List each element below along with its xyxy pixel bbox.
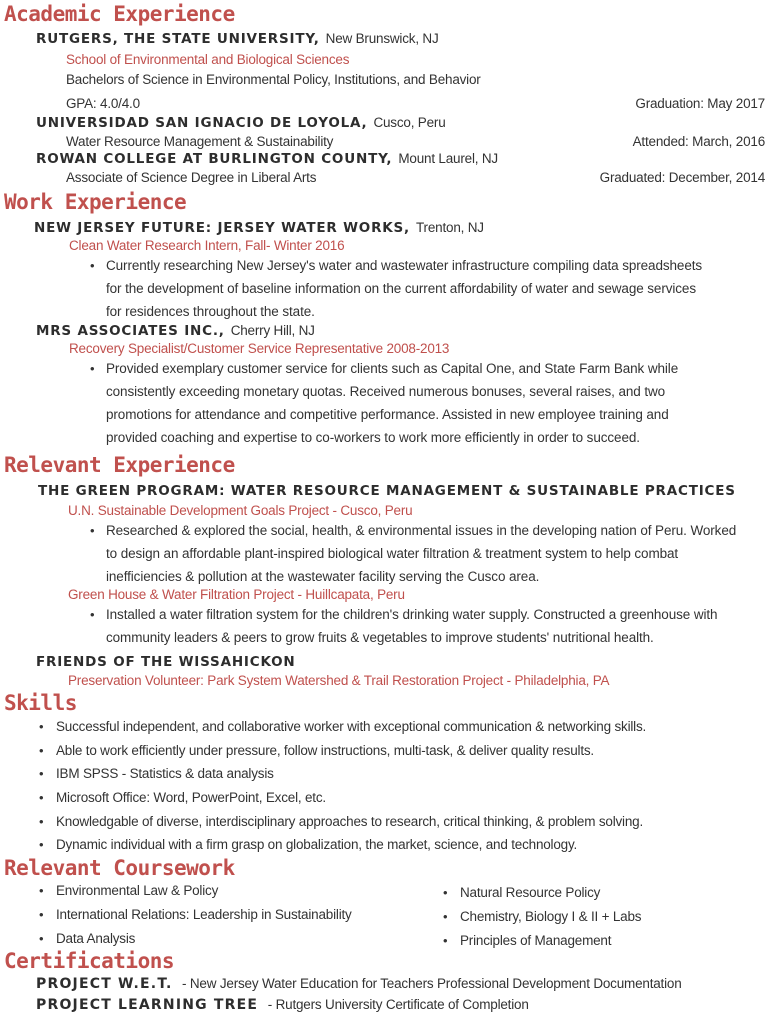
org-location: Mount Laurel, NJ: [398, 151, 498, 166]
skill-item: • Knowledgable of diverse, interdisciplinary approaches to research, critical thinking, & problem solving.: [56, 814, 643, 829]
org-name: THE GREEN PROGRAM: WATER RESOURCE MANAGEMENT & SUSTAINABLE PRACTICES: [38, 483, 736, 499]
bullet-line: consistently exceeding monetary quotas. Received numerous bonuses, several raises, and two: [106, 384, 666, 399]
org-name: ROWAN COLLEGE AT BURLINGTON COUNTY,: [36, 151, 393, 167]
project-title: Green House & Water Filtration Project - Huillcapata, Peru: [68, 587, 405, 602]
course-item: • Environmental Law & Policy: [56, 883, 218, 898]
degree: Bachelors of Science in Environmental Policy, Institutions, and Behavior: [66, 72, 481, 87]
bullet-line: Installed a water filtration system for the children's drinking water supply. Constructed a greenhouse with: [106, 607, 718, 622]
bullet-line: Researched & explored the social, health, & environmental issues in the developing nation of Peru. Worked: [106, 523, 737, 538]
org-name: UNIVERSIDAD SAN IGNACIO DE LOYOLA,: [36, 115, 368, 131]
org-name: FRIENDS OF THE WISSAHICKON: [36, 654, 296, 670]
tgp-header: [38, 483, 736, 499]
section-title-skills: Skills: [4, 691, 77, 715]
section-title-academic: Academic Experience: [4, 2, 235, 26]
fow-header: [36, 654, 295, 670]
degree: Associate of Science Degree in Liberal Arts: [66, 170, 317, 185]
role-title: Clean Water Research Intern, Fall- Winter 2016: [69, 238, 345, 253]
skill-item: • Successful independent, and collaborative worker with exceptional communication & networking skills.: [56, 719, 646, 734]
course-item: • Principles of Management: [460, 933, 611, 948]
course-item: • Natural Resource Policy: [460, 885, 600, 900]
bullet-line: for the development of baseline information on the current affordability of water and sewage services: [106, 281, 696, 296]
cert-desc: - Rutgers University Certificate of Completion: [267, 997, 529, 1012]
org-location: Cusco, Peru: [373, 115, 446, 130]
bullet-item: [106, 254, 702, 323]
gpa: GPA: 4.0/4.0: [66, 96, 140, 111]
attended-date: Attended: March, 2016: [632, 134, 765, 149]
section-title-coursework: Relevant Coursework: [4, 856, 235, 880]
bullet-item: [106, 603, 717, 649]
njf-header: [34, 220, 484, 236]
bullet-item: [106, 519, 736, 588]
course-item: • Chemistry, Biology I & II + Labs: [460, 909, 641, 924]
bullet-line: to design an affordable plant-inspired biological water filtration & treatment system to help combat: [106, 546, 679, 561]
org-location: Cherry Hill, NJ: [230, 323, 315, 338]
cert-desc: - New Jersey Water Education for Teachers Professional Development Documentation: [182, 976, 682, 991]
project-title: U.N. Sustainable Development Goals Project - Cusco, Peru: [68, 503, 413, 518]
bullet-line: Provided exemplary customer service for clients such as Capital One, and State Farm Bank while: [106, 361, 679, 376]
skill-item: • Microsoft Office: Word, PowerPoint, Excel, etc.: [56, 790, 326, 805]
rcbc-header: [36, 151, 498, 167]
role-title: Recovery Specialist/Customer Service Representative 2008-2013: [69, 341, 450, 356]
graduation-date: Graduation: May 2017: [635, 96, 765, 111]
org-location: Trenton, NJ: [416, 220, 484, 235]
org-name: MRS ASSOCIATES INC.,: [36, 323, 225, 339]
section-title-work: Work Experience: [4, 190, 187, 214]
cert-item: [36, 976, 682, 992]
section-title-relevant: Relevant Experience: [4, 453, 235, 477]
bullet-line: Currently researching New Jersey's water and wastewater infrastructure compiling data spreadsheets: [106, 258, 703, 273]
program: Water Resource Management & Sustainability: [66, 134, 334, 149]
bullet-item: [106, 357, 678, 449]
bullet-line: for residences throughout the state.: [106, 304, 315, 319]
cert-name: PROJECT W.E.T.: [36, 976, 173, 992]
graduated-date: Graduated: December, 2014: [599, 170, 765, 185]
mrs-header: [36, 323, 315, 339]
cert-name: PROJECT LEARNING TREE: [36, 997, 259, 1013]
bullet-line: inefficiencies & pollution at the wastewater facility serving the Cusco area.: [106, 569, 540, 584]
org-location: New Brunswick, NJ: [325, 31, 439, 46]
skill-item: • Dynamic individual with a firm grasp on globalization, the market, science, and technology.: [56, 837, 577, 852]
skill-item: • IBM SPSS - Statistics & data analysis: [56, 766, 274, 781]
usil-header: [36, 115, 446, 131]
org-name: RUTGERS, THE STATE UNIVERSITY,: [36, 31, 320, 47]
org-name: NEW JERSEY FUTURE: JERSEY WATER WORKS,: [34, 220, 410, 236]
bullet-line: provided coaching and expertise to co-workers to work more efficiently in order to succeed.: [106, 430, 640, 445]
course-item: • International Relations: Leadership in Sustainability: [56, 907, 352, 922]
cert-item: [36, 997, 529, 1013]
course-item: • Data Analysis: [56, 931, 135, 946]
role-title: Preservation Volunteer: Park System Watershed & Trail Restoration Project - Philadelphia, PA: [68, 673, 610, 688]
bullet-line: promotions for attendance and competitive performance. Assisted in new employee training and: [106, 407, 669, 422]
school-name: School of Environmental and Biological Sciences: [66, 52, 350, 67]
rutgers-header: [36, 31, 439, 47]
bullet-line: community leaders & peers to grow fruits & vegetables to improve students' nutritional health.: [106, 630, 654, 645]
section-title-certifications: Certifications: [4, 949, 175, 973]
skill-item: • Able to work efficiently under pressure, follow instructions, multi-task, & deliver quality results.: [56, 743, 594, 758]
